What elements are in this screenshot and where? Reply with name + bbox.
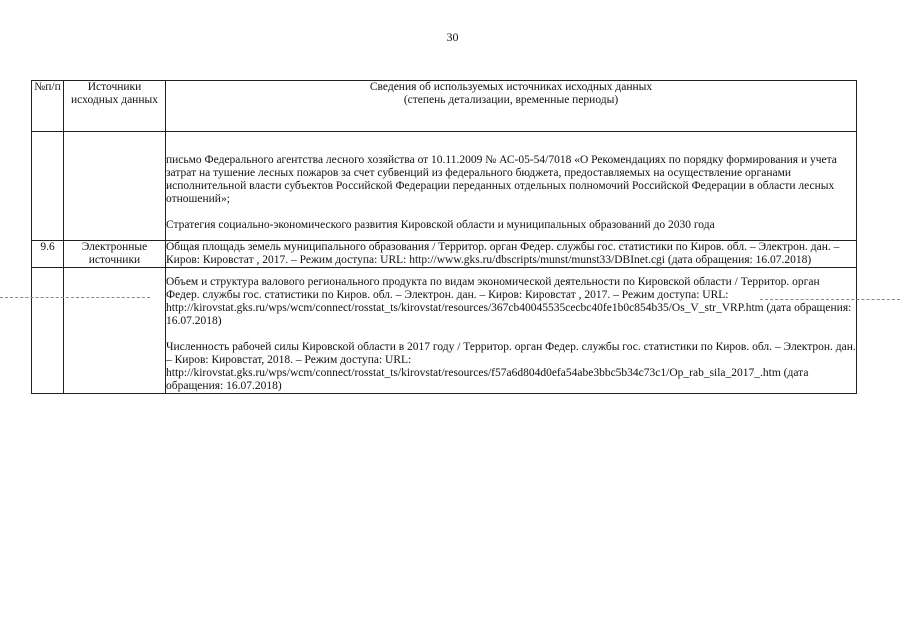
info-paragraph: Общая площадь земель муниципального образования / Территор. орган Федер. службы гос. статистики по Киров. обл. – Электрон. дан. – Киров: Кировстат , 2017. – Режим доступа: URL: http://www.gks.ru/dbscripts/munst/munst33/DBInet.cgi (дата обращения: 16.07.2018)	[166, 241, 840, 266]
header-number: №п/п	[32, 81, 64, 132]
row-info	[166, 132, 857, 241]
header-info	[166, 81, 857, 132]
row-number	[32, 132, 64, 241]
sources-table	[31, 80, 857, 394]
row-source	[64, 268, 166, 394]
table-row	[32, 132, 857, 241]
page-number: 30	[446, 30, 459, 44]
header-info-line2: (степень детализации, временные периоды)	[403, 94, 619, 106]
row-info	[166, 268, 857, 394]
info-paragraph: Объем и структура валового регионального продукта по видам экономической деятельности по Кировской области / Территор. орган Федер. службы гос. статистики по Киров. обл. – Электрон. дан. – Киров: Кировстат , 2017. – Режим доступа: URL: http://kirovstat.gks.ru/wps/wcm/connect/rosstat_ts/kirovstat/resources/367cb40045535cecbc40fe1b0c854b35/Os_V_str_VRP.htm (дата обращения: 16.07.2018)	[166, 276, 852, 327]
table-header-row	[32, 81, 857, 132]
info-paragraph: письмо Федерального агентства лесного хозяйства от 10.11.2009 № АС-05-54/7018 «О Рекомендациях по порядку формирования и учета затрат на тушение лесных пожаров за счет субвенций из федерального бюджета, предоставляемых на осуществление органами исполнительной власти субъектов Российской Федерации переданных отдельных полномочий Российской Федерации в области лесных отношений»;	[166, 154, 837, 205]
row-info	[166, 241, 857, 268]
header-source: Источники исходных данных	[64, 81, 166, 132]
row-number	[32, 268, 64, 394]
info-paragraph: Численность рабочей силы Кировской области в 2017 году / Территор. орган Федер. службы гос. статистики по Киров. обл. – Электрон. дан. – Киров: Кировстат, 2018. – Режим доступа: URL: http://kirovstat.gks.ru/wps/wcm/connect/rosstat_ts/kirovstat/resources/f57a6d804d0efa54abe3bbc5b34c73c1/Op_rab_sila_2017_.htm (дата обращения: 16.07.2018)	[166, 341, 856, 392]
table-row	[32, 241, 857, 268]
row-number: 9.6	[32, 241, 64, 268]
row-source	[64, 132, 166, 241]
scan-artifact-line	[760, 299, 900, 300]
header-info-line1: Сведения об используемых источниках исходных данных	[369, 81, 653, 93]
scan-artifact-line	[0, 297, 150, 298]
table-row	[32, 268, 857, 394]
row-source: Электронные источники	[64, 241, 166, 268]
info-paragraph: Стратегия социально-экономического развития Кировской области и муниципальных образований до 2030 года	[166, 219, 715, 231]
